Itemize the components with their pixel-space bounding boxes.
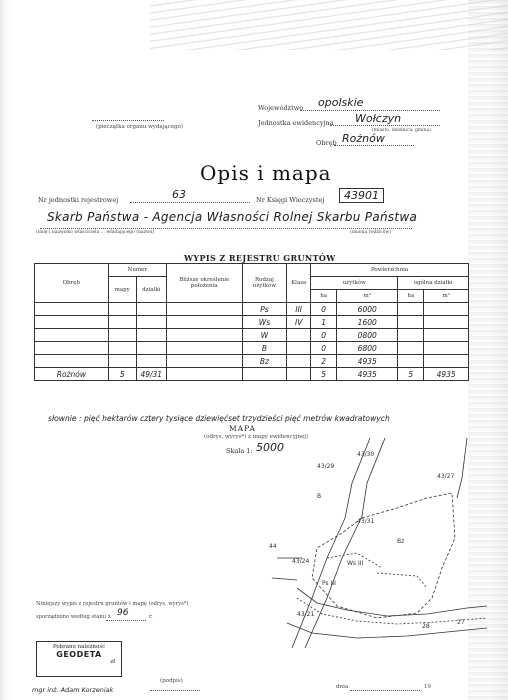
row-m2: 1600 bbox=[337, 316, 398, 329]
cadastral-map bbox=[257, 438, 487, 648]
stamp-line-2: GEODETA bbox=[56, 650, 102, 659]
col-district: Obręb bbox=[35, 264, 109, 303]
row-class bbox=[287, 355, 311, 368]
map-label-43-31: 43/31 bbox=[357, 518, 375, 525]
owner-label: (imię i nazwisko właściciela ... władającego (nazwa) bbox=[36, 230, 155, 235]
row-type: Ws bbox=[242, 316, 287, 329]
map-subheading: (odrys, wyrys*) z mapy ewidencyjnej) bbox=[204, 434, 309, 440]
row-type: W bbox=[242, 329, 287, 342]
row-m2: 6000 bbox=[337, 303, 398, 316]
map-label-28: 28 bbox=[422, 623, 430, 630]
summary-ha: 5 bbox=[311, 368, 337, 381]
issued-text: Niniejszy wypis z rejestru gruntów i mapę (odrys, wyrys*) bbox=[36, 601, 189, 607]
row-ha: 1 bbox=[311, 316, 337, 329]
map-heading: MAPA bbox=[229, 424, 256, 433]
summary-row bbox=[35, 368, 469, 381]
date-label: dnia bbox=[336, 684, 349, 690]
row-class: IV bbox=[287, 316, 311, 329]
scale-label: Skala 1: bbox=[226, 447, 253, 455]
summary-district: Rożnów bbox=[35, 368, 109, 381]
year-suffix: r. bbox=[149, 614, 153, 620]
table-heading: WYPIS Z REJESTRU GRUNTÓW bbox=[184, 253, 336, 263]
summary-m2: 4935 bbox=[337, 368, 398, 381]
row-class bbox=[287, 329, 311, 342]
ledger-label: Nr Księgi Wieczystej bbox=[256, 196, 325, 204]
year-value: 96 bbox=[117, 608, 129, 618]
col-class: Klasa bbox=[287, 264, 311, 303]
sign-label: (podpis) bbox=[160, 678, 183, 684]
col-number: Numer bbox=[108, 264, 166, 277]
summary-map: 5 bbox=[108, 368, 136, 381]
col-land-type: Rodzaj użytków bbox=[242, 264, 287, 303]
map-label-27: 27 bbox=[457, 619, 465, 626]
district-label: Obręb bbox=[316, 139, 337, 147]
unit-label: Jednostka ewidencyjna bbox=[258, 119, 334, 127]
row-class: III bbox=[287, 303, 311, 316]
row-m2: 6800 bbox=[337, 342, 398, 355]
area-in-words: słownie : pięć hektarów cztery tysiące dziewięćset trzydzieści pięć metrów kwadratowych bbox=[48, 414, 390, 423]
map-label-ps: Ps III bbox=[322, 580, 336, 587]
col-total-m2: m² bbox=[424, 290, 469, 303]
issuer-stamp-label: (pieczątka organu wydającego) bbox=[96, 124, 183, 130]
map-label-43-27: 43/27 bbox=[437, 473, 455, 480]
ledger-value: 43901 bbox=[339, 188, 384, 203]
stamp-line-3: zł bbox=[110, 659, 115, 665]
table-row bbox=[35, 329, 469, 342]
col-ha: ha bbox=[311, 290, 337, 303]
scan-artifacts bbox=[150, 0, 508, 50]
row-ha: 0 bbox=[311, 303, 337, 316]
row-class bbox=[287, 342, 311, 355]
row-ha: 0 bbox=[311, 329, 337, 342]
map-label-44: 44 bbox=[269, 543, 277, 550]
row-m2: 4935 bbox=[337, 355, 398, 368]
col-map: mapy bbox=[108, 277, 136, 303]
voivodeship-value: opolskie bbox=[318, 96, 364, 109]
parents-label: (imiona rodziców) bbox=[350, 230, 392, 235]
summary-total-m2: 4935 bbox=[424, 368, 469, 381]
col-total-ha: ha bbox=[398, 290, 424, 303]
unit-no-value: 63 bbox=[172, 188, 186, 201]
table-row bbox=[35, 303, 469, 316]
document-title: Opis i mapa bbox=[200, 161, 332, 185]
unit-value: Wołczyn bbox=[355, 112, 402, 125]
col-location: Bliższe określenie położenia bbox=[166, 264, 242, 303]
row-type: Ps bbox=[242, 303, 287, 316]
unit-no-label: Nr jednostki rejestrowej bbox=[38, 196, 119, 204]
signature: mgr inż. Adam Korzeniak bbox=[32, 686, 114, 694]
table-row bbox=[35, 355, 469, 368]
col-usable: użytków bbox=[311, 277, 398, 290]
owner-name: Skarb Państwa - Agencja Własności Rolnej Skarbu Państwa bbox=[47, 210, 418, 224]
district-value: Rożnów bbox=[342, 132, 385, 145]
row-type: Bz bbox=[242, 355, 287, 368]
table-row bbox=[35, 342, 469, 355]
unit-sub-label: (miasto, dzielnica, gmina) bbox=[372, 128, 431, 133]
prepared-text: sporządzono według stanu z bbox=[36, 614, 111, 620]
fee-stamp bbox=[36, 641, 122, 677]
voivodeship-label: Województwo bbox=[258, 104, 304, 112]
row-ha: 0 bbox=[311, 342, 337, 355]
map-label-bz: Bz bbox=[397, 538, 405, 545]
map-label-ws: Ws III bbox=[347, 560, 364, 567]
row-m2: 0800 bbox=[337, 329, 398, 342]
map-label-43-21: 43/21 bbox=[297, 611, 315, 618]
land-register-table bbox=[34, 263, 469, 381]
date-year: 19 bbox=[424, 684, 431, 690]
scale-value: 5000 bbox=[256, 441, 284, 454]
map-label-43-24: 43/24 bbox=[292, 558, 310, 565]
stamp-line-1: Pobrano należność bbox=[52, 644, 106, 650]
col-total: ogólna działki bbox=[398, 277, 469, 290]
summary-total-ha: 5 bbox=[398, 368, 424, 381]
table-row bbox=[35, 316, 469, 329]
map-label-b: B bbox=[317, 493, 322, 500]
col-area: Powierzchnia bbox=[311, 264, 469, 277]
row-ha: 2 bbox=[311, 355, 337, 368]
map-label-43-29: 43/29 bbox=[317, 463, 335, 470]
row-type: B bbox=[242, 342, 287, 355]
col-m2: m² bbox=[337, 290, 398, 303]
map-label-43-30: 43/30 bbox=[357, 451, 375, 458]
summary-parcel: 49/31 bbox=[136, 368, 166, 381]
col-parcel: działki bbox=[136, 277, 166, 303]
